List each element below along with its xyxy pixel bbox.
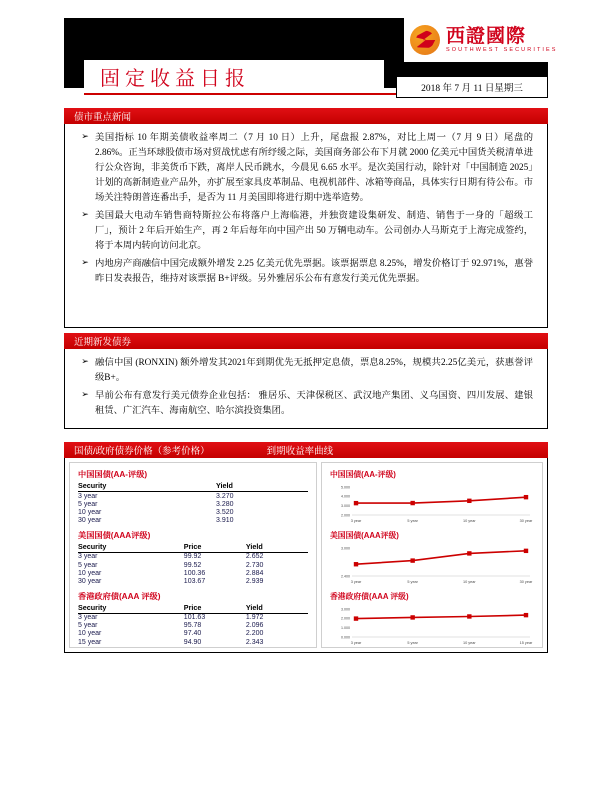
table-row — [78, 500, 308, 508]
data-point-marker — [524, 495, 528, 499]
cell-yield: 1.972 — [245, 614, 264, 622]
y-tick-label: 3.000 — [341, 546, 350, 551]
page-title: 固定收益日报 — [100, 67, 250, 90]
cell-yield: 3.520 — [216, 508, 234, 516]
x-tick-label: 5 year — [407, 519, 418, 523]
y-tick-label: 5.000 — [341, 485, 350, 490]
cell-security: 3 year — [78, 614, 98, 622]
bullet-arrow-icon: ➢ — [81, 390, 89, 401]
chart-title-hk: 香港政府债(AAA 评级) — [330, 592, 409, 601]
table-header-row — [78, 603, 308, 614]
chart-svg-china — [330, 481, 534, 526]
y-axis-labels-china — [341, 485, 350, 517]
y-axis-labels-us — [341, 546, 350, 578]
logo-name-en: SOUTHWEST SECURITIES — [446, 46, 558, 53]
news-panel — [64, 124, 548, 328]
x-tick-label: 3 year — [350, 519, 362, 523]
logo-wordmark — [446, 27, 558, 54]
cell-yield: 2.096 — [245, 622, 264, 630]
cell-price: 95.78 — [183, 622, 202, 630]
section-bar-news — [64, 108, 548, 124]
section-title-news: 债市重点新闻 — [74, 112, 132, 123]
x-tick-label: 10 year — [462, 580, 476, 584]
list-item — [75, 131, 533, 206]
x-tick-label: 3 year — [350, 641, 362, 645]
cell-yield: 2.939 — [245, 577, 264, 585]
news-list — [65, 124, 547, 296]
list-item — [75, 257, 533, 287]
bond-table-hk — [78, 603, 308, 647]
col-security: Security — [78, 481, 216, 492]
table-row — [78, 492, 308, 501]
data-point-marker — [354, 501, 358, 505]
cell-price: 97.40 — [183, 630, 202, 638]
cell-yield: 3.910 — [216, 517, 234, 525]
cell-yield: 2.884 — [245, 569, 264, 577]
cell-security: 10 year — [78, 630, 102, 638]
table-header-row — [78, 481, 308, 492]
col-price: Price — [184, 603, 246, 614]
new-issues-list — [65, 349, 547, 428]
cell-security: 3 year — [78, 553, 98, 561]
x-axis-labels-china — [351, 519, 533, 523]
cell-yield: 3.280 — [216, 500, 234, 508]
col-security: Security — [78, 542, 184, 553]
table-row — [78, 638, 308, 646]
cell-yield: 3.270 — [216, 492, 234, 500]
report-date-box — [396, 76, 548, 98]
list-item — [75, 389, 533, 419]
x-tick-label: 5 year — [407, 641, 418, 645]
news-body: 美国指标 10 年期美债收益率周二（7 月 10 日）上升，尾盘报 2.87%，对比上周一（7 月 9 日）尾盘的 2.86%。正当环球股债市场对贸战忧虑有所纾缓之际，美国商务部公布下月就 2000 亿美元中国货关税清单进行公众咨询，非美货币下跌，离岸人民币跳水，今晨见 6.65 水平。是次美国行动，除针对「中国制造 2025」计划的高新制造业产品外，亦扩展至家具皮革制品、电视机部件、冰箱等商品，具体实行日期有待公布。市场关注特朗普连番出手，是否为 11 月美国即将进行期中选举造势。 — [95, 133, 533, 204]
cell-price: 100.36 — [183, 569, 206, 577]
news-body: 内地房产商融信中国完成额外增发 2.25 亿美元优先票据。该票据票息 8.25%，增发价格订于 92.971%，惠誉昨日发表报告，维持对该票据 B+评级。另外雅居乐公布有意发行美元优先票据。 — [95, 259, 533, 285]
list-item — [75, 209, 533, 254]
table-title-china: 中国国债(AA-评级) — [78, 470, 148, 479]
y-tick-label: 2.000 — [341, 616, 350, 621]
chart-svg-hk — [330, 603, 534, 648]
list-item — [75, 356, 533, 386]
data-point-marker — [467, 614, 471, 618]
table-header-row — [78, 542, 308, 553]
cell-yield: 2.730 — [245, 561, 264, 569]
cell-security: 10 year — [78, 508, 102, 516]
table-row — [78, 613, 308, 622]
cell-price: 99.52 — [183, 561, 202, 569]
data-point-marker — [524, 613, 528, 617]
series-line — [356, 551, 526, 564]
section-title-new-issues: 近期新发债券 — [74, 337, 132, 348]
x-axis-labels-hk — [351, 641, 533, 645]
data-point-marker — [410, 615, 414, 619]
section-bar-prices — [64, 442, 548, 458]
data-point-marker — [410, 558, 414, 562]
y-tick-label: 2.400 — [341, 574, 350, 579]
x-tick-label: 10 year — [462, 641, 476, 645]
col-price: Price — [184, 542, 246, 553]
table-row — [78, 508, 308, 516]
bullet-arrow-icon: ➢ — [81, 132, 89, 142]
bullet-arrow-icon: ➢ — [81, 357, 89, 367]
data-point-marker — [524, 549, 528, 553]
chart-title-us: 美国国债(AAA评级) — [330, 531, 399, 540]
bond-table-us — [78, 542, 308, 586]
y-tick-label: 4.000 — [341, 494, 350, 499]
cell-security: 5 year — [78, 500, 98, 508]
x-axis-labels-us — [351, 580, 533, 584]
chart-title-china: 中国国债(AA-评级) — [330, 470, 396, 479]
table-row — [78, 517, 308, 525]
series-line — [356, 497, 526, 503]
x-tick-label: 30 year — [519, 519, 533, 523]
chart-svg-us — [330, 542, 534, 587]
yield-curve-charts — [321, 462, 543, 648]
x-tick-label: 3 year — [350, 580, 362, 584]
table-row — [78, 561, 308, 569]
table-row — [78, 577, 308, 585]
news-body: 美国最大电动车销售商特斯拉公布将落户上海临港，并独资建设集研发、制造、销售于一身的「超级工厂」，预计 2 年后开始生产，再 2 年后每年向中国产出 50 万辆电动车。公司创办人马斯克于上海完成签约，将于本周内转向访问北京。 — [95, 211, 533, 252]
y-tick-label: 2.000 — [341, 513, 350, 518]
cell-yield: 2.652 — [245, 553, 264, 561]
cell-price: 103.67 — [183, 577, 206, 585]
table-row — [78, 630, 308, 638]
data-point-marker — [354, 616, 358, 620]
new-issue-body: 早前公布有意发行美元债券企业包括： 雅居乐、天津保税区、武汉地产集团、义乌国资、四川发展、建银租赁、广汇汽车、海南航空、哈尔滨投资集团。 — [95, 391, 533, 417]
company-logo — [404, 18, 558, 62]
data-point-marker — [410, 501, 414, 505]
x-tick-label: 15 year — [519, 641, 533, 645]
col-yield: Yield — [246, 542, 308, 553]
cell-security: 30 year — [78, 577, 102, 585]
section-bar-new-issues — [64, 333, 548, 349]
logo-emblem-icon — [410, 25, 440, 55]
table-title-us: 美国国债(AAA评级) — [78, 530, 151, 540]
report-date: 2018 年 7 月 11 日星期三 — [421, 84, 523, 94]
table-title-hk: 香港政府债(AAA 评级) — [78, 591, 161, 601]
prices-and-curves-panel — [64, 458, 548, 653]
cell-yield: 2.200 — [245, 630, 264, 638]
cell-price: 101.63 — [183, 614, 206, 622]
y-tick-label: 3.000 — [341, 607, 350, 612]
x-tick-label: 30 year — [519, 580, 533, 584]
bond-table-china — [78, 481, 308, 525]
cell-security: 15 year — [78, 638, 102, 646]
chart-us — [330, 530, 534, 587]
bullet-arrow-icon: ➢ — [81, 210, 89, 221]
chart-china — [330, 469, 534, 526]
table-row — [78, 552, 308, 561]
cell-yield: 2.343 — [245, 638, 264, 646]
x-tick-label: 5 year — [407, 580, 418, 584]
cell-security: 5 year — [78, 622, 98, 630]
col-yield: Yield — [216, 481, 308, 492]
data-point-marker — [467, 551, 471, 555]
col-security: Security — [78, 603, 184, 614]
cell-security: 5 year — [78, 561, 98, 569]
cell-security: 3 year — [78, 492, 98, 500]
bullet-arrow-icon: ➢ — [81, 258, 89, 269]
x-tick-label: 10 year — [462, 519, 476, 523]
cell-price: 99.92 — [183, 553, 202, 561]
section-title-curves: 到期收益率曲线 — [266, 446, 334, 457]
y-tick-label: 1.000 — [341, 626, 350, 631]
logo-name-cn: 西證國際 — [446, 25, 527, 47]
data-point-marker — [467, 499, 471, 503]
bond-price-tables — [69, 462, 317, 648]
y-axis-labels-hk — [341, 607, 350, 639]
y-tick-label: 3.000 — [341, 504, 350, 509]
table-row — [78, 569, 308, 577]
col-yield: Yield — [246, 603, 308, 614]
section-title-prices: 国债/政府债券价格（参考价格） — [74, 446, 210, 457]
cell-security: 10 year — [78, 569, 102, 577]
report-title-box — [84, 60, 384, 92]
series-line — [356, 615, 526, 619]
new-issues-panel — [64, 349, 548, 429]
cell-price: 94.90 — [183, 638, 202, 646]
data-point-marker — [354, 562, 358, 566]
new-issue-body: 融信中国 (RONXIN) 额外增发其2021年到期优先无抵押定息债，票息8.25%，规模共2.25亿美元，获惠誉评级B+。 — [95, 358, 533, 384]
cell-security: 30 year — [78, 517, 102, 525]
table-row — [78, 622, 308, 630]
y-tick-label: 0.000 — [341, 635, 350, 640]
chart-hk — [330, 591, 534, 648]
